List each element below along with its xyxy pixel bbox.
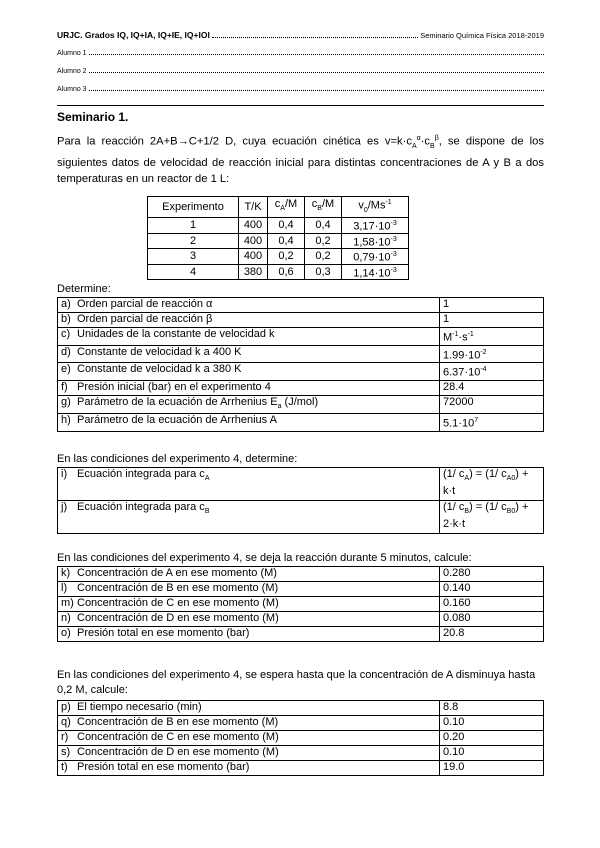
- table-row: n) Concentración de D en ese momento (M) 0.080: [58, 612, 544, 627]
- problem-statement: Para la reacción 2A+B→C+1/2 D, cuya ecuación cinética es $v=k\cdot c_A^\alpha\cdot c_B^\beta$, se dispone de los siguientes datos de velocidad de reacción inicial para distintas concentraciones de A y B a dos temperaturas en un reactor de 1 L:: [57, 135, 544, 185]
- header-course: URJC. Grados IQ, IQ+IA, IQ+IE, IQ+IOI: [57, 30, 210, 40]
- table-row: 2 400 0,4 0,2 $1,58\cdot 10^{-3}$: [148, 233, 409, 249]
- table-row: o) Presión total en ese momento (bar) 20.8: [58, 627, 544, 642]
- table-row: d) Constante de velocidad k a 400 K $1.99\cdot 10^{-2}$: [58, 345, 544, 363]
- section-1-table: [57, 297, 544, 432]
- table-row: p) El tiempo necesario (min) 8.8: [58, 701, 544, 716]
- table-row: t) Presión total en ese momento (bar) 19.0: [58, 761, 544, 776]
- header-seminar: Seminario Química Física 2018-2019: [420, 31, 544, 40]
- table-row: j) Ecuación integrada para $c_B$ (1/ $c_B) = (1/$ $c_{B0}$) + 2·k·t: [58, 501, 544, 534]
- table-row: f) Presión inicial (bar) en el experimento 4 28.4: [58, 380, 544, 395]
- section-1-label: Determine:: [57, 283, 111, 295]
- section-2-table: [57, 467, 544, 534]
- table-row: l) Concentración de B en ese momento (M) 0.140: [58, 582, 544, 597]
- table-row: i) Ecuación integrada para $c_A$ (1/ $c_A) = (1/$ $c_{A0}$) + k·t: [58, 468, 544, 501]
- section-3-table: [57, 566, 544, 642]
- student-line-2: Alumno 2: [57, 68, 544, 75]
- table-row: k) Concentración de A en ese momento (M) 0.280: [58, 567, 544, 582]
- table-row: h) Parámetro de la ecuación de Arrhenius A $5.1\cdot 10^7$: [58, 414, 544, 432]
- section-4-table: [57, 700, 544, 776]
- experiments-table: [147, 196, 409, 280]
- table-row: e) Constante de velocidad k a 380 K $6.37\cdot 10^{-4}$: [58, 363, 544, 381]
- header-divider: [57, 105, 544, 106]
- table-row: 1 400 0,4 0,4 $3,17\cdot 10^{-3}$: [148, 217, 409, 233]
- table-row: g) Parámetro de la ecuación de Arrhenius $E_a$ (J/mol) 72000: [58, 395, 544, 413]
- table-row: m) Concentración de C en ese momento (M) 0.160: [58, 597, 544, 612]
- student-line-1: Alumno 1: [57, 50, 544, 57]
- table-row: a) Orden parcial de reacción α 1: [58, 298, 544, 313]
- section-4-label: En las condiciones del experimento 4, se espera hasta que la concentración de A disminuya hasta 0,2 M, calcule:: [57, 669, 536, 696]
- table-row: b) Orden parcial de reacción β 1: [58, 313, 544, 328]
- table-row: 3 400 0,2 0,2 $0,79\cdot 10^{-3}$: [148, 249, 409, 265]
- section-2-label: En las condiciones del experimento 4, determine:: [57, 453, 298, 465]
- table-row: 4 380 0,6 0,3 $1,14\cdot 10^{-3}$: [148, 264, 409, 280]
- table-row: c) Unidades de la constante de velocidad k $M^{-1}\cdot s^{-1}$: [58, 328, 544, 346]
- page-header: [57, 30, 544, 40]
- table-row: s) Concentración de D en ese momento (M) 0.10: [58, 746, 544, 761]
- table-row: q) Concentración de B en ese momento (M) 0.10: [58, 716, 544, 731]
- seminar-title: Seminario 1.: [57, 110, 129, 124]
- student-line-3: Alumno 3: [57, 86, 544, 93]
- section-3-label: En las condiciones del experimento 4, se deja la reacción durante 5 minutos, calcule:: [57, 552, 472, 564]
- table-header-row: Experimento T/K $c_A/M$ $c_B/M$ $v_0/Ms^{-1}$: [148, 197, 409, 218]
- table-row: r) Concentración de C en ese momento (M) 0.20: [58, 731, 544, 746]
